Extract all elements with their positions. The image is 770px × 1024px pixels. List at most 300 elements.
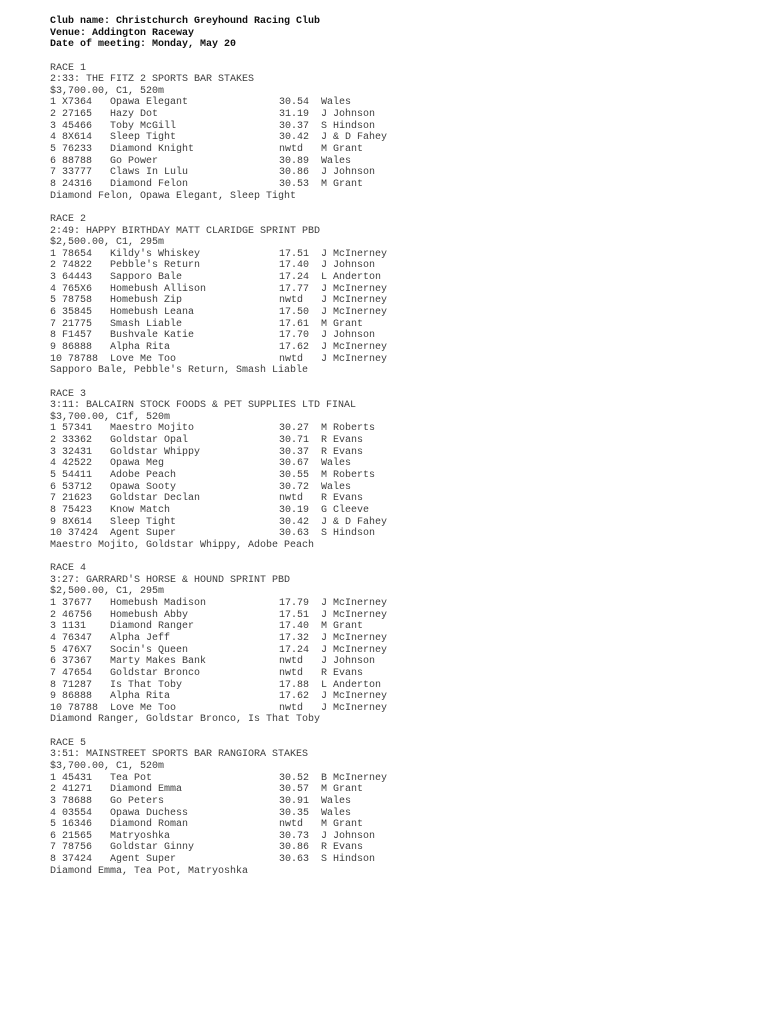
runner-number: 7 <box>50 167 57 179</box>
runner-time: 30.86 <box>279 167 310 179</box>
runner-time: 30.55 <box>279 469 310 481</box>
runner-time: 30.37 <box>279 446 310 458</box>
runner-trainer: J McInerney <box>321 341 388 353</box>
runner-time: 17.79 <box>279 598 310 610</box>
runner-name: Socin's Queen <box>110 644 189 656</box>
runner-id: 78654 <box>62 248 93 260</box>
runner-number: 7 <box>50 493 57 505</box>
runner-row <box>50 132 750 144</box>
race-details: $2,500.00, C1, 295m <box>50 586 165 598</box>
runner-row <box>50 656 750 668</box>
runner-number: 4 <box>50 283 57 295</box>
club-name: Club name: Christchurch Greyhound Racing Club <box>50 16 321 27</box>
runner-time: 30.54 <box>279 97 310 109</box>
runner-id: 8X614 <box>62 516 93 528</box>
runner-row <box>50 342 750 354</box>
runner-row <box>50 773 750 785</box>
runner-number: 10 <box>50 353 63 365</box>
runner-time: 30.53 <box>279 178 310 190</box>
runner-trainer: M Grant <box>321 144 364 156</box>
runner-name: Goldstar Opal <box>110 435 189 447</box>
runner-trainer: Wales <box>321 97 352 109</box>
runner-name: Opawa Meg <box>110 458 165 470</box>
runner-id: 71287 <box>62 679 93 691</box>
runner-id: 47654 <box>62 667 93 679</box>
runner-trainer: S Hindson <box>321 854 376 866</box>
runner-id: 54411 <box>62 469 93 481</box>
runner-number: 1 <box>50 97 57 109</box>
runner-number: 6 <box>50 307 57 319</box>
runner-time: 17.24 <box>279 644 310 656</box>
runner-number: 7 <box>50 842 57 854</box>
runner-row <box>50 307 750 319</box>
meeting-date: Date of meeting: Monday, May 20 <box>50 39 237 51</box>
runner-trainer: M Grant <box>321 178 364 190</box>
runner-name: Opawa Sooty <box>110 481 177 493</box>
runner-id: F1457 <box>62 330 93 342</box>
runner-trainer: J McInerney <box>321 283 388 295</box>
runner-time: 17.61 <box>279 318 310 330</box>
runner-row <box>50 447 750 459</box>
runner-trainer: M Grant <box>321 621 364 633</box>
runner-trainer: J McInerney <box>321 307 388 319</box>
runner-name: Homebush Madison <box>110 598 207 610</box>
runner-name: Maestro Mojito <box>110 423 195 435</box>
runner-time: nwtd <box>279 353 304 365</box>
runner-number: 3 <box>50 621 57 633</box>
runner-time: nwtd <box>279 819 304 831</box>
runner-number: 10 <box>50 528 63 540</box>
runner-id: 88788 <box>62 155 93 167</box>
runner-row <box>50 517 750 529</box>
race-details: $2,500.00, C1, 295m <box>50 237 165 249</box>
runner-name: Go Power <box>110 155 159 167</box>
runner-id: 78788 <box>68 702 99 714</box>
runner-id: 37424 <box>62 854 93 866</box>
runner-name: Goldstar Whippy <box>110 446 201 458</box>
runner-time: 30.42 <box>279 132 310 144</box>
runner-id: 45466 <box>62 120 93 132</box>
runner-time: 31.19 <box>279 109 310 121</box>
runner-trainer: S Hindson <box>321 120 376 132</box>
runner-row <box>50 167 750 179</box>
runner-id: 765X6 <box>62 283 93 295</box>
runner-row <box>50 179 750 191</box>
runner-id: 78758 <box>62 295 93 307</box>
runner-name: Alpha Rita <box>110 691 171 703</box>
runner-row <box>50 493 750 505</box>
runner-number: 4 <box>50 458 57 470</box>
runner-name: Pebble's Return <box>110 260 201 272</box>
venue: Venue: Addington Raceway <box>50 27 195 39</box>
runner-name: Goldstar Bronco <box>110 667 201 679</box>
runner-number: 2 <box>50 784 57 796</box>
runner-id: 75423 <box>62 504 93 516</box>
runner-time: nwtd <box>279 144 304 156</box>
runner-row <box>50 784 750 796</box>
runner-time: 17.40 <box>279 621 310 633</box>
runner-time: nwtd <box>279 493 304 505</box>
runner-number: 6 <box>50 481 57 493</box>
runner-trainer: J McInerney <box>321 644 388 656</box>
runner-name: Agent Super <box>110 528 177 540</box>
runner-trainer: J McInerney <box>321 702 388 714</box>
runner-trainer: J & D Fahey <box>321 516 388 528</box>
runner-id: 78756 <box>62 842 93 854</box>
runner-number: 9 <box>50 516 57 528</box>
runner-row <box>50 272 750 284</box>
runner-time: nwtd <box>279 667 304 679</box>
runner-time: 30.91 <box>279 795 310 807</box>
race-heading: RACE 3 <box>50 388 87 400</box>
runner-time: nwtd <box>279 702 304 714</box>
runner-trainer: G Cleeve <box>321 504 370 516</box>
runner-id: 21565 <box>62 830 93 842</box>
runner-time: 30.42 <box>279 516 310 528</box>
runner-row <box>50 691 750 703</box>
race-block <box>50 214 750 389</box>
runner-row <box>50 680 750 692</box>
runner-row <box>50 645 750 657</box>
runner-name: Go Peters <box>110 795 165 807</box>
runner-number: 10 <box>50 702 63 714</box>
runner-number: 3 <box>50 272 57 284</box>
runner-id: 37424 <box>68 528 99 540</box>
runner-trainer: Wales <box>321 458 352 470</box>
runner-number: 1 <box>50 772 57 784</box>
runner-number: 2 <box>50 609 57 621</box>
runner-name: Love Me Too <box>110 702 177 714</box>
runner-id: 16346 <box>62 819 93 831</box>
runner-name: Diamond Emma <box>110 784 183 796</box>
runner-row <box>50 598 750 610</box>
runner-number: 2 <box>50 260 57 272</box>
runner-time: 30.19 <box>279 504 310 516</box>
runner-time: 30.67 <box>279 458 310 470</box>
race-title: 3:51: MAINSTREET SPORTS BAR RANGIORA STAKES <box>50 749 309 761</box>
runner-id: 476X7 <box>62 644 93 656</box>
runner-trainer: M Roberts <box>321 469 376 481</box>
runner-name: Adobe Peach <box>110 469 177 481</box>
spacer <box>50 202 750 214</box>
runner-number: 1 <box>50 423 57 435</box>
runner-number: 4 <box>50 132 57 144</box>
runner-number: 6 <box>50 656 57 668</box>
runner-trainer: S Hindson <box>321 528 376 540</box>
runner-time: 17.32 <box>279 632 310 644</box>
runner-id: 37367 <box>62 656 93 668</box>
runner-trainer: J Johnson <box>321 167 376 179</box>
runner-name: Bushvale Katie <box>110 330 195 342</box>
runner-time: 17.62 <box>279 691 310 703</box>
race-details: $3,700.00, C1f, 520m <box>50 411 171 423</box>
runner-row <box>50 668 750 680</box>
runner-row <box>50 528 750 540</box>
runner-name: Agent Super <box>110 854 177 866</box>
runner-name: Homebush Allison <box>110 283 207 295</box>
runner-id: 37677 <box>62 598 93 610</box>
race-details: $3,700.00, C1, 520m <box>50 761 165 772</box>
runner-row <box>50 295 750 307</box>
runner-id: 33362 <box>62 435 93 447</box>
race-block <box>50 63 750 214</box>
runner-name: Opawa Duchess <box>110 807 189 819</box>
runner-name: Goldstar Ginny <box>110 842 195 854</box>
runner-time: nwtd <box>279 656 304 668</box>
runner-trainer: R Evans <box>321 435 364 447</box>
runner-trainer: J Johnson <box>321 330 376 342</box>
runner-id: X7364 <box>62 97 93 109</box>
runner-name: Diamond Ranger <box>110 621 195 633</box>
runner-row <box>50 249 750 261</box>
runner-time: 30.73 <box>279 830 310 842</box>
runner-row <box>50 505 750 517</box>
runner-time: 30.52 <box>279 772 310 784</box>
runner-name: Opawa Elegant <box>110 97 189 109</box>
runner-name: Kildy's Whiskey <box>110 248 201 260</box>
runner-row <box>50 831 750 843</box>
runner-name: Homebush Leana <box>110 307 195 319</box>
runner-trainer: Wales <box>321 795 352 807</box>
runner-number: 4 <box>50 632 57 644</box>
runner-name: Marty Makes Bank <box>110 656 207 668</box>
runner-id: 74822 <box>62 260 93 272</box>
runner-number: 3 <box>50 795 57 807</box>
race-title: 2:33: THE FITZ 2 SPORTS BAR STAKES <box>50 74 255 86</box>
runner-time: 17.62 <box>279 341 310 353</box>
race-tips: Sapporo Bale, Pebble's Return, Smash Liable <box>50 365 309 377</box>
race-details: $3,700.00, C1, 520m <box>50 85 165 97</box>
runner-row <box>50 796 750 808</box>
runner-trainer: R Evans <box>321 446 364 458</box>
spacer <box>50 551 750 563</box>
runner-trainer: J McInerney <box>321 248 388 260</box>
runner-id: 45431 <box>62 772 93 784</box>
runner-id: 33777 <box>62 167 93 179</box>
runner-time: 17.24 <box>279 272 310 284</box>
runner-trainer: R Evans <box>321 667 364 679</box>
runner-id: 03554 <box>62 807 93 819</box>
race-heading: RACE 2 <box>50 213 87 225</box>
runner-time: 30.63 <box>279 854 310 866</box>
runner-name: Sleep Tight <box>110 516 177 528</box>
runner-trainer: M Roberts <box>321 423 376 435</box>
runner-name: Diamond Knight <box>110 144 195 156</box>
runner-trainer: J Johnson <box>321 656 376 668</box>
runner-row <box>50 319 750 331</box>
runner-row <box>50 330 750 342</box>
runner-trainer: J McInerney <box>321 609 388 621</box>
runner-trainer: B McInerney <box>321 772 388 784</box>
race-block <box>50 738 750 878</box>
runner-time: 30.57 <box>279 784 310 796</box>
runner-number: 4 <box>50 807 57 819</box>
runner-number: 8 <box>50 504 57 516</box>
runner-id: 64443 <box>62 272 93 284</box>
race-title: 3:11: BALCAIRN STOCK FOODS & PET SUPPLIES LTD FINAL <box>50 400 357 412</box>
race-heading: RACE 5 <box>50 737 87 749</box>
runner-row <box>50 144 750 156</box>
runner-id: 76233 <box>62 144 93 156</box>
runner-trainer: M Grant <box>321 318 364 330</box>
runner-number: 8 <box>50 330 57 342</box>
runner-time: 30.37 <box>279 120 310 132</box>
runner-number: 5 <box>50 644 57 656</box>
race-title: 2:49: HAPPY BIRTHDAY MATT CLARIDGE SPRINT PBD <box>50 225 321 237</box>
runner-row <box>50 610 750 622</box>
runner-trainer: J Johnson <box>321 260 376 272</box>
runner-id: 27165 <box>62 109 93 121</box>
runner-trainer: J McInerney <box>321 295 388 307</box>
runner-row <box>50 260 750 272</box>
runner-trainer: J McInerney <box>321 691 388 703</box>
runner-row <box>50 621 750 633</box>
runner-time: 30.63 <box>279 528 310 540</box>
runner-row <box>50 482 750 494</box>
runner-name: Love Me Too <box>110 353 177 365</box>
runner-trainer: L Anderton <box>321 679 382 691</box>
runner-number: 9 <box>50 691 57 703</box>
runner-trainer: R Evans <box>321 842 364 854</box>
runner-time: 30.35 <box>279 807 310 819</box>
runner-number: 8 <box>50 178 57 190</box>
runner-row <box>50 819 750 831</box>
runner-row <box>50 423 750 435</box>
runner-number: 5 <box>50 144 57 156</box>
runner-row <box>50 458 750 470</box>
runner-name: Sleep Tight <box>110 132 177 144</box>
runner-id: 8X614 <box>62 132 93 144</box>
runner-name: Claws In Lulu <box>110 167 189 179</box>
meeting-header <box>50 16 750 51</box>
runner-row <box>50 703 750 715</box>
runner-row <box>50 156 750 168</box>
runner-row <box>50 284 750 296</box>
runner-number: 7 <box>50 667 57 679</box>
runner-name: Alpha Jeff <box>110 632 171 644</box>
runner-number: 2 <box>50 435 57 447</box>
runner-number: 1 <box>50 598 57 610</box>
runner-name: Know Match <box>110 504 171 516</box>
runner-number: 9 <box>50 341 57 353</box>
runner-name: Smash Liable <box>110 318 183 330</box>
runner-id: 53712 <box>62 481 93 493</box>
runner-number: 5 <box>50 819 57 831</box>
runner-name: Toby McGill <box>110 120 177 132</box>
runner-trainer: Wales <box>321 155 352 167</box>
runner-id: 86888 <box>62 691 93 703</box>
runner-time: 17.40 <box>279 260 310 272</box>
runner-trainer: M Grant <box>321 784 364 796</box>
runner-name: Tea Pot <box>110 772 153 784</box>
runner-name: Homebush Zip <box>110 295 183 307</box>
runner-trainer: J & D Fahey <box>321 132 388 144</box>
runner-number: 6 <box>50 830 57 842</box>
runner-number: 8 <box>50 854 57 866</box>
race-block <box>50 389 750 564</box>
runner-name: Sapporo Bale <box>110 272 183 284</box>
runner-name: Matryoshka <box>110 830 171 842</box>
runner-number: 6 <box>50 155 57 167</box>
runner-row <box>50 808 750 820</box>
runner-id: 41271 <box>62 784 93 796</box>
runner-time: 17.70 <box>279 330 310 342</box>
runner-id: 35845 <box>62 307 93 319</box>
runner-number: 1 <box>50 248 57 260</box>
runner-time: 30.89 <box>279 155 310 167</box>
runner-name: Alpha Rita <box>110 341 171 353</box>
runner-name: Hazy Dot <box>110 109 159 121</box>
runner-number: 8 <box>50 679 57 691</box>
runner-name: Goldstar Declan <box>110 493 201 505</box>
runner-trainer: J McInerney <box>321 632 388 644</box>
race-card <box>50 16 750 877</box>
runner-row <box>50 435 750 447</box>
runner-trainer: M Grant <box>321 819 364 831</box>
runner-trainer: R Evans <box>321 493 364 505</box>
runner-id: 24316 <box>62 178 93 190</box>
runner-id: 76347 <box>62 632 93 644</box>
runner-trainer: J McInerney <box>321 353 388 365</box>
runner-id: 42522 <box>62 458 93 470</box>
runner-time: 17.51 <box>279 609 310 621</box>
spacer <box>50 726 750 738</box>
runner-number: 3 <box>50 446 57 458</box>
runner-row <box>50 842 750 854</box>
runner-id: 32431 <box>62 446 93 458</box>
runner-number: 7 <box>50 318 57 330</box>
runner-row <box>50 854 750 866</box>
race-heading: RACE 4 <box>50 563 87 575</box>
runner-name: Diamond Roman <box>110 819 189 831</box>
runner-id: 78788 <box>68 353 99 365</box>
runner-id: 46756 <box>62 609 93 621</box>
runner-time: 17.51 <box>279 248 310 260</box>
race-tips: Diamond Emma, Tea Pot, Matryoshka <box>50 865 249 877</box>
runner-time: nwtd <box>279 295 304 307</box>
runner-row <box>50 633 750 645</box>
runner-number: 5 <box>50 295 57 307</box>
runner-time: 30.27 <box>279 423 310 435</box>
runner-row <box>50 470 750 482</box>
runner-time: 17.50 <box>279 307 310 319</box>
runner-time: 17.88 <box>279 679 310 691</box>
race-tips: Diamond Ranger, Goldstar Bronco, Is That Toby <box>50 714 321 726</box>
runner-trainer: Wales <box>321 481 352 493</box>
runner-row <box>50 354 750 366</box>
runner-number: 5 <box>50 469 57 481</box>
race-heading: RACE 1 <box>50 62 87 74</box>
runner-row <box>50 109 750 121</box>
runner-id: 57341 <box>62 423 93 435</box>
runner-number: 3 <box>50 120 57 132</box>
runner-trainer: L Anderton <box>321 272 382 284</box>
runner-trainer: J McInerney <box>321 598 388 610</box>
runner-number: 2 <box>50 109 57 121</box>
race-block <box>50 563 750 738</box>
runner-id: 21623 <box>62 493 93 505</box>
runner-id: 86888 <box>62 341 93 353</box>
runner-time: 30.86 <box>279 842 310 854</box>
race-title: 3:27: GARRARD'S HORSE & HOUND SPRINT PBD <box>50 574 291 586</box>
runner-trainer: J Johnson <box>321 109 376 121</box>
runner-name: Diamond Felon <box>110 178 189 190</box>
runner-time: 17.77 <box>279 283 310 295</box>
race-tips: Diamond Felon, Opawa Elegant, Sleep Tight <box>50 190 297 202</box>
runner-trainer: Wales <box>321 807 352 819</box>
runner-id: 78688 <box>62 795 93 807</box>
spacer <box>50 377 750 389</box>
